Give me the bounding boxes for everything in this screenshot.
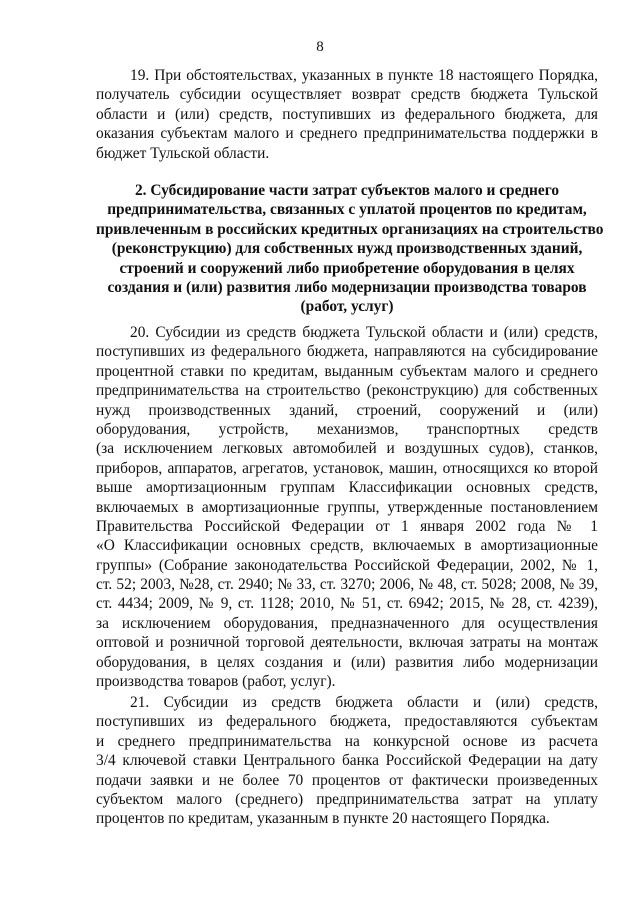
heading-line: (работ, услуг) — [300, 298, 394, 316]
paragraph-line: ст. 4434; 2009, № 9, ст. 1128; 2010, № 51, ст. 6942; 2015, № 28, ст. 4239), — [96, 595, 598, 613]
paragraph-line: процентной ставки по кредитам, выданным субъектам малого и среднего — [96, 362, 598, 380]
paragraph-line: 21. Субсидии из средств бюджета области и (или) средств, — [130, 694, 598, 711]
paragraph-line: выше амортизационным группам Классификации основных средств, — [96, 479, 598, 497]
paragraph-line: приборов, аппаратов, агрегатов, установок, машин, относящихся ко второй — [96, 459, 598, 477]
paragraph-line: ст. 52; 2003, №28, ст. 2940; № 33, ст. 3270; 2006, № 48, ст. 5028; 2008, № 39, — [96, 576, 598, 594]
paragraph-line: (за исключением легковых автомобилей и воздушных судов), станков, — [96, 440, 598, 458]
paragraph-21 — [96, 693, 598, 829]
heading-line: предпринимательства, связанных с уплатой процентов по кредитам, — [107, 201, 587, 219]
paragraph-line: 3/4 ключевой ставки Центрального банка Российской Федерации на дату — [96, 752, 598, 770]
paragraph-line: оборудования, устройств, механизмов, транспортных средств — [96, 420, 598, 438]
paragraph-line: процентов по кредитам, указанным в пункте 20 настоящего Порядка. — [96, 810, 550, 828]
paragraph-line: 20. Субсидии из средств бюджета Тульской области и (или) средств, — [130, 324, 598, 341]
heading-line: создания и (или) развития либо модернизации производства товаров — [107, 279, 587, 297]
paragraph-line: оборудования, в целях создания и (или) развития либо модернизации — [96, 653, 598, 671]
paragraph-line: группы» (Собрание законодательства Российской Федерации, 2002, № 1, — [96, 556, 598, 574]
paragraph-line: «О Классификации основных средств, включаемых в амортизационные — [96, 537, 598, 555]
paragraph-20 — [96, 323, 598, 691]
page-number: 8 — [316, 39, 324, 55]
heading-line: строений и сооружений либо приобретение оборудования в целях — [119, 259, 575, 277]
paragraph-line: оказания субъектам малого и среднего предпринимательства поддержки в — [96, 125, 598, 143]
paragraph-line: подачи заявки и не более 70 процентов от фактически произведенных — [96, 771, 598, 789]
heading-line: привлеченным в российских кредитных организациях на строительство — [96, 220, 604, 238]
paragraph-line: нужд производственных зданий, строений, сооружений и (или) — [96, 401, 598, 419]
paragraph-line: включаемых в амортизационные группы, утвержденные постановлением — [96, 498, 598, 516]
paragraph-line: субъектом малого (среднего) предпринимательства затрат на уплату — [96, 790, 598, 808]
paragraph-line: и среднего предпринимательства на конкурсной основе из расчета — [96, 732, 598, 750]
paragraph-line: Правительства Российской Федерации от 1 января 2002 года № 1 — [96, 517, 598, 535]
section-heading — [96, 181, 604, 317]
paragraph-line: получатель субсидии осуществляет возврат средств бюджета Тульской — [96, 86, 598, 104]
paragraph-line: 19. При обстоятельствах, указанных в пункте 18 настоящего Порядка, — [130, 67, 598, 84]
heading-line: 2. Субсидирование части затрат субъектов малого и среднего — [134, 182, 560, 199]
paragraph-19 — [96, 66, 598, 163]
paragraph-line: поступивших из федерального бюджета, направляются на субсидирование — [96, 343, 598, 361]
paragraph-line: бюджет Тульской области. — [96, 144, 270, 162]
paragraph-line: поступивших из федерального бюджета, предоставляются субъектам — [96, 713, 598, 731]
heading-line: (реконструкцию) для собственных нужд производственных зданий, — [111, 240, 583, 258]
paragraph-line: предпринимательства на строительство (реконструкцию) для собственных — [96, 382, 598, 400]
paragraph-line: оптовой и розничной торговой деятельности, включая затраты на монтаж — [96, 634, 598, 652]
paragraph-line: области и (или) средств, поступивших из федерального бюджета, для — [96, 105, 598, 123]
paragraph-line: за исключением оборудования, предназначенного для осуществления — [96, 614, 598, 632]
paragraph-line: производства товаров (работ, услуг). — [96, 673, 336, 691]
